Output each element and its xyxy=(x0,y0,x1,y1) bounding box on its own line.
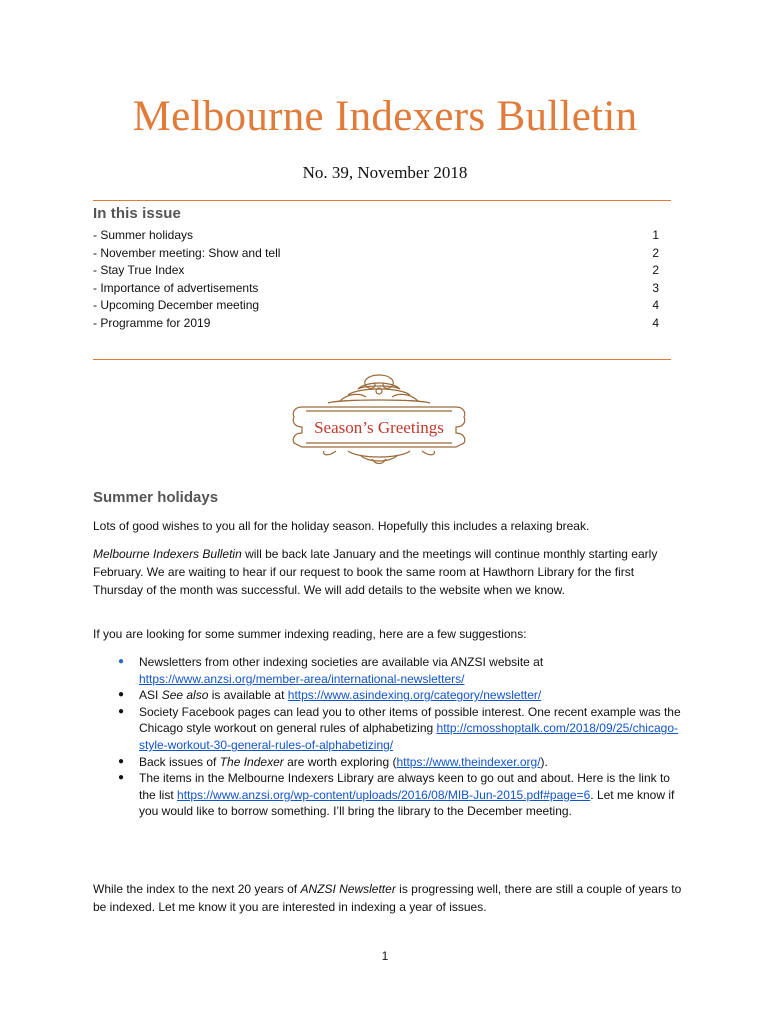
bullet-icon: ● xyxy=(118,689,125,701)
bulletin-title: Melbourne Indexers Bulletin xyxy=(132,93,638,140)
text: ASI xyxy=(139,688,162,703)
publication-title: ANZSI Newsletter xyxy=(300,882,396,896)
list-item-text xyxy=(139,654,688,687)
list-item xyxy=(118,770,688,820)
list-item xyxy=(118,704,688,754)
toc-item-page: 2 xyxy=(652,245,659,260)
theindexer-link[interactable]: https://www.theindexer.org/ xyxy=(396,754,541,769)
list-item-text xyxy=(139,754,548,771)
list-item-text xyxy=(139,770,688,820)
toc-item xyxy=(93,245,659,263)
paragraph-text: will be back late January and the meetings will continue monthly starting early February. We are waiting to hear if our request to book the same room at Hawthorn Library for the first Thursday of the month was successful. We will add details to the website when we know. xyxy=(93,547,658,597)
library-list-link[interactable]: https://www.anzsi.org/wp-content/uploads/2016/08/MIB-Jun-2015.pdf#page=6 xyxy=(177,787,591,802)
toc-item-label: - Upcoming December meeting xyxy=(93,298,260,313)
issue-number: No. 39, November 2018 xyxy=(302,163,468,182)
list-item xyxy=(118,754,688,771)
toc-item xyxy=(93,280,659,298)
toc-item xyxy=(93,262,659,280)
greeting-text: Season’s Greetings xyxy=(314,418,444,437)
list-item-text xyxy=(139,704,688,754)
toc-item-label: - November meeting: Show and tell xyxy=(93,245,281,260)
chicago-workout-link[interactable]: http://cmosshoptalk.com/2018/09/25/chicago-style-workout-30-general-rules-of-alphabetizing/ xyxy=(139,721,678,752)
text: Back issues of xyxy=(139,754,220,769)
paragraph: If you are looking for some summer indexing reading, here are a few suggestions: xyxy=(93,627,527,641)
bullet-icon: ● xyxy=(118,772,125,784)
seasons-greetings-ornament xyxy=(288,371,470,467)
toc-item-page: 1 xyxy=(652,228,659,242)
text: is progressing well, there are still a couple of years to be indexed. Let me know it you are interested in indexing a year of issues. xyxy=(93,882,682,914)
toc-heading: In this issue xyxy=(93,205,181,222)
text: is available at xyxy=(208,688,288,703)
toc-item xyxy=(93,227,659,245)
text: . Let me know if you would like to borrow something. I’ll bring the library to the December meeting. xyxy=(139,787,675,819)
list-item xyxy=(118,654,688,687)
bullet-icon: ● xyxy=(118,755,125,767)
toc-item-label: - Programme for 2019 xyxy=(93,315,211,330)
publication-title: See also xyxy=(161,688,209,703)
paragraph xyxy=(93,881,683,917)
text: are worth exploring ( xyxy=(283,754,397,769)
text: The items in the Melbourne Indexers Library are always keen to go out and about. Here is the link to the list xyxy=(139,771,670,802)
paragraph: Lots of good wishes to you all for the holiday season. Hopefully this includes a relaxing break. xyxy=(93,519,590,533)
anzsi-newsletters-link[interactable]: https://www.anzsi.org/member-area/international-newsletters/ xyxy=(139,671,465,686)
toc-item-label: - Summer holidays xyxy=(93,228,194,242)
asi-newsletter-link[interactable]: https://www.asindexing.org/category/newsletter/ xyxy=(287,688,542,703)
divider-bottom xyxy=(93,359,671,360)
text: Newsletters from other indexing societies are available via ANZSI website at xyxy=(139,655,544,669)
publication-title: The Indexer xyxy=(219,754,284,769)
text: Society Facebook pages can lead you to other items of possible interest. One recent example was the Chicago style workout on general rules of alphabetizing xyxy=(139,704,681,736)
table-of-contents xyxy=(93,227,659,333)
toc-item-page: 2 xyxy=(652,263,659,278)
list-item xyxy=(118,687,688,704)
divider-top xyxy=(93,200,671,201)
bullet-icon: ● xyxy=(118,705,125,717)
text: While the index to the next 20 years of xyxy=(93,882,301,896)
publication-title: Melbourne Indexers Bulletin xyxy=(93,547,242,561)
toc-item-label: - Importance of advertisements xyxy=(93,280,259,295)
toc-item-label: - Stay True Index xyxy=(93,263,185,278)
toc-item xyxy=(93,297,659,315)
toc-item-page: 3 xyxy=(652,280,659,295)
suggestion-list xyxy=(118,654,688,820)
toc-item-page: 4 xyxy=(652,315,659,330)
toc-item xyxy=(93,315,659,333)
list-item-text xyxy=(139,687,541,704)
page-number: 1 xyxy=(381,949,389,963)
section-heading-summer-holidays: Summer holidays xyxy=(93,489,219,506)
bullet-icon: ● xyxy=(118,656,125,667)
text: ). xyxy=(540,754,548,769)
toc-item-page: 4 xyxy=(652,298,659,313)
paragraph xyxy=(93,546,683,599)
